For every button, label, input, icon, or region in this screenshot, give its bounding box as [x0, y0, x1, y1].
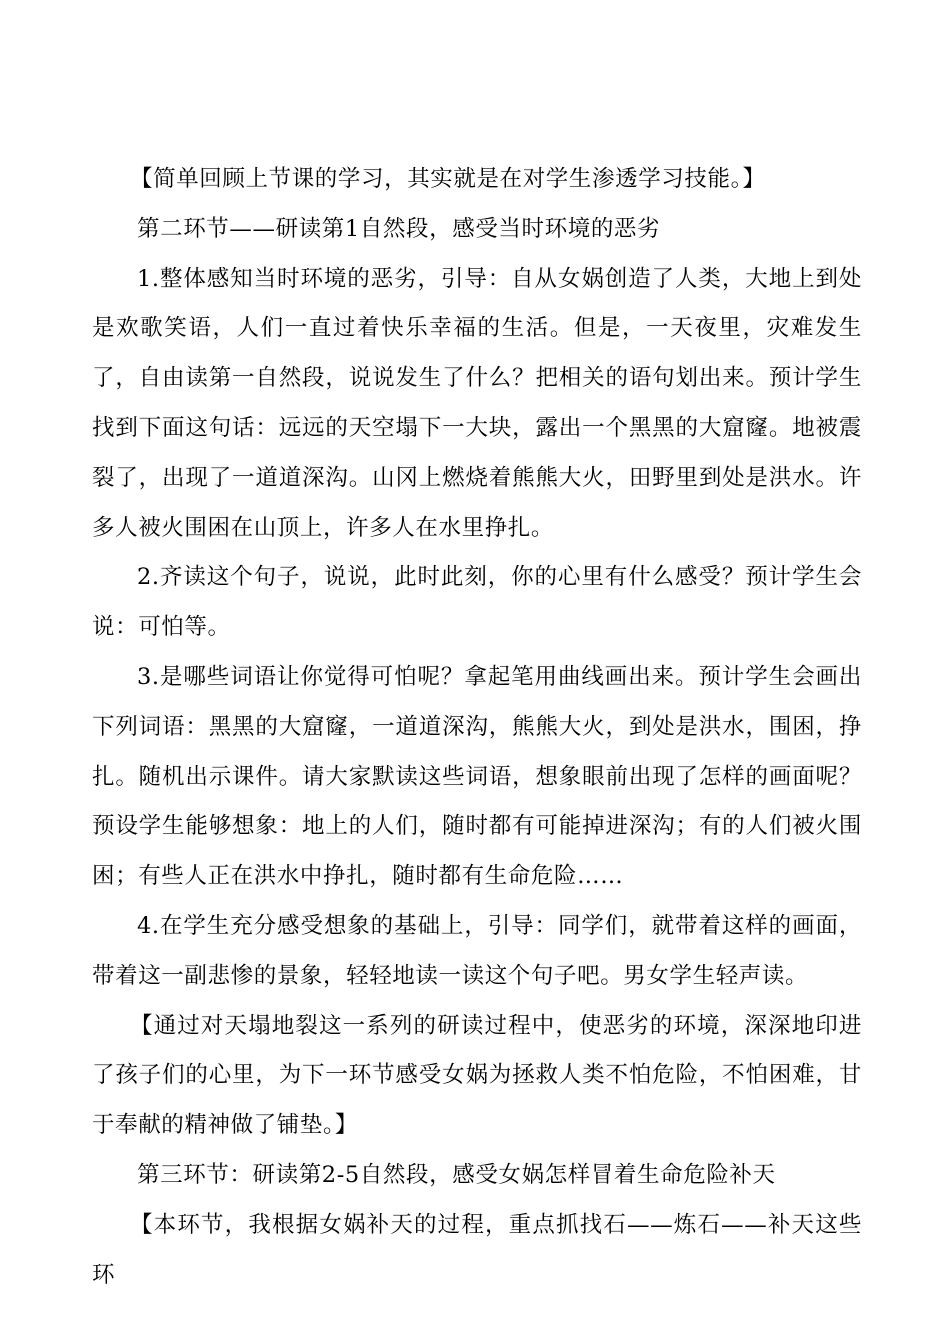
paragraph-review-note: 【简单回顾上节课的学习，其实就是在对学生渗透学习技能。】 [130, 166, 766, 192]
paragraph-step-2: 2.齐读这个句子，说说，此时此刻，你的心里有什么感受？预计学生会说：可怕等。 [92, 564, 862, 641]
paragraph-section-two-note: 【通过对天塌地裂这一系列的研读过程中，使恶劣的环境，深深地印进了孩子们的心里，为下一环节感受女娲为拯救人类不怕危险，不怕困难，甘于奉献的精神做了铺垫。】 [92, 1012, 862, 1139]
paragraph-section-three-heading: 第三环节：研读第2-5自然段，感受女娲怎样冒着生命危险补天 [137, 1161, 776, 1188]
document-page [92, 155, 862, 1300]
paragraph-step-4: 4.在学生充分感受想象的基础上，引导：同学们，就带着这样的画面，带着这一副悲惨的景象，轻轻地读一读这个句子吧。男女学生轻声读。 [92, 912, 862, 989]
paragraph-section-three-note: 【本环节，我根据女娲补天的过程，重点抓找石——炼石——补天这些环 [92, 1211, 862, 1288]
paragraph-step-1: 1.整体感知当时环境的恶劣，引导：自从女娲创造了人类，大地上到处是欢歌笑语，人们一直过着快乐幸福的生活。但是，一天夜里，灾难发生了，自由读第一自然段，说说发生了什么？把相关的语句划出来。预计学生找到下面这句话：远远的天空塌下一大块，露出一个黑黑的大窟窿。地被震裂了，出现了一道道深沟。山冈上燃烧着熊熊大火，田野里到处是洪水。许多人被火围困在山顶上，许多人在水里挣扎。 [92, 265, 862, 541]
paragraph-step-3: 3.是哪些词语让你觉得可怕呢？拿起笔用曲线画出来。预计学生会画出下列词语：黑黑的大窟窿，一道道深沟，熊熊大火，到处是洪水，围困，挣扎。随机出示课件。请大家默读这些词语，想象眼前出现了怎样的画面呢？预设学生能够想象：地上的人们，随时都有可能掉进深沟；有的人们被火围困；有些人正在洪水中挣扎，随时都有生命危险…… [92, 663, 862, 890]
paragraph-section-two-heading: 第二环节——研读第1自然段，感受当时环境的恶劣 [137, 215, 661, 242]
